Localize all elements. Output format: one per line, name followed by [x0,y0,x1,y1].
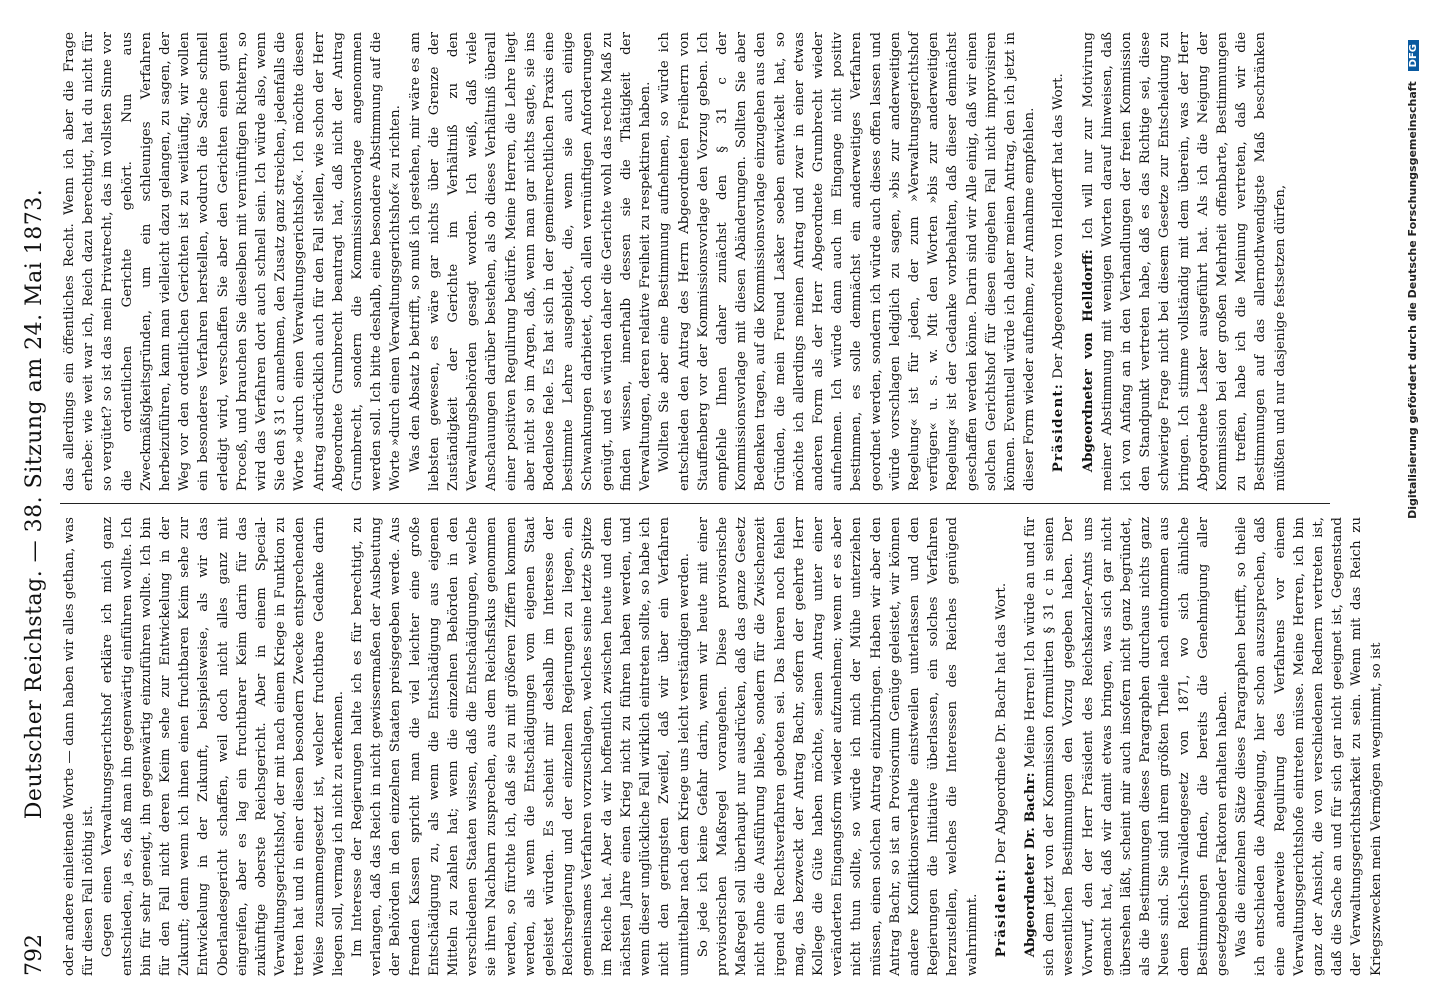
president-text: Der Abgeordnete von Helldorff hat das Wort. [1051,73,1067,379]
president-line [1049,32,1068,491]
speaker-label: Präsident: [1050,383,1067,473]
page-number: 792 [22,934,47,976]
speaker-label: Präsident: [992,868,1009,958]
text-columns [60,32,1384,976]
paragraph: Wollten Sie aber eine Bestimmung aufnehmen, so würde ich entschieden den Antrag des Herrn Abgeordneten Freiherrn von Stauffenberg vor der Kommissionsvorlage den Vorzug geben. Ich empfehle Ihnen daher zunächst den § 31 c der Kommissionsvorlage mit diesen Abänderungen. Sollten Sie aber Bedenken tragen, auf die Kommissionsvorlage einzugehen aus den Gründen, die mein Freund Lasker soeben entwickelt hat, so möchte ich allerdings meinen Antrag und zwar in einer etwas anderen Form als der Herr Abgeordnete Grumbrecht wieder aufnehmen. Ich würde dann auch im Eingange nicht positiv bestimmen, es solle demnächst ein anderweitiges Verfahren geordnet werden, sondern ich würde auch dieses offen lassen und würde vorschlagen lediglich zu sagen, »bis zur anderweitigen Regelung« ist für jeden, der zum »Verwaltungsgerichtshof verfügen« u. s. w. Mit den Worten »bis zur anderweitigen Regelung« ist der Gedanke vorbehalten, daß dieser demnächst geschaffen werden könne. Darin sind wir Alle einig, daß wir einen solchen Gerichtshof für diesen eingehen Fall nicht improvisiren können. Eventuell würde ich daher meinen Antrag, den ich jetzt in dieser Form wieder aufnehme, zur Annahme empfehlen. [657,32,1038,491]
speech-opening [1021,517,1232,976]
paragraph: Gegen einen Verwaltungsgerichtshof erkläre ich mich ganz entschieden, ja es, daß man ihn gegenwärtig einführen wollte. Ich bin für sehr geneigt, ihn gegenwärtig einzuführen wollte. Ich bin für den Fall nicht deren Keim sehe zur Entwickelung in der Zukunft; denn wenn ich ihnen einen fruchtbaren Keim sehe zur Entwickelung in der Zukunft, beispielsweise, als wir das Oberlandesgericht schaffen, weil doch nicht alles ganz mit eingreifen, aber es lag ein fruchtbarer Keim darin für das zukünftige oberste Reichsgericht. Aber in einem Special-Verwaltungsgerichtshof, der mit nach einem Kriege in Funktion zu treten hat und in einer diesen besondern Zwecke entsprechenden Weise zusammengesetzt ist, welcher fruchtbare Gedanke darin liegen soll, vermag ich nicht zu erkennen. [100,517,346,976]
paragraph: das allerdings ein öffentliches Recht. Wenn ich aber die Frage erhebe: wie weit war ich, Reich dazu berechtigt, hat du nicht für so vergütet? so ist das mein Privatrecht, das im vollsten Sinne vor die ordentlichen Gerichte gehört. Nun aus Zweckmäßigkeitsgründen, um ein schleuniges Verfahren herbeizuführen, kann man vielleicht dazu gelangen, zu sagen, der Weg vor den ordentlichen Gerichten ist zu weitläufig, wir wollen ein besonderes Verfahren herstellen, wodurch die Sache schnell erledigt wird, verschaffen Sie aber den Gerichten einen guten Proceß, und brauchen Sie dieselben mit vernünftigen Richtern, so wird das Verfahren dort auch schnell sein. Ich würde also, wenn Sie den § 31 c annehmen, den Zusatz ganz streichen, jedenfalls die Worte »durch einen Verwaltungsgerichtshof«. Ich möchte diesen Antrag ausdrücklich auch für den Fall stellen, wie schon der Herr Abgeordnete Grumbrecht beantragt hat, daß nicht der Antrag Grumbrecht, sondern die Kommissionsvorlage angenommen werden soll. Ich bitte deshalb, eine besondere Abstimmung auf die Worte »durch einen Verwaltungsgerichtshof« zu richten. [62,32,404,491]
speaker-label: Abgeordneter Dr. Bachr: [1021,772,1038,958]
column-divider [60,503,1330,504]
speech-text: Ich will nur zur Motivirung meiner Abstimmung mit wenigen Worten darauf hinweisen, daß ich von Anfang an in den Verhandlungen der freien Kommission den Standpunkt vertreten habe, daß es das Richtige sei, diese schwierige Frage nicht bei diesem Gesetze zur Entscheidung zu bringen. Ich stimme vollständig mit dem überein, was der Herr Abgeordnete Lasker ausgeführt hat. Als ich die Neigung der Kommission bei der großen Mehrheit offenbarte, Bestimmungen zu treffen, habe ich die Meinung vertreten, daß wir die Bestimmungen auf das allernothwendigste Maß beschränken müßten und nur dasjenige festsetzen dürfen, [1080,32,1288,491]
paragraph: Was die einzelnen Sätze dieses Paragraphen betrifft, so theile ich entschieden die Abneigung, hier schon auszusprechen, daß eine anderweite Regulirung des Verfahrens vor einem Verwaltungsgerichtshofe eintreten müsse. Meine Herren, ich bin ganz der Ansicht, die von verschiedenen Rednern vertreten ist, daß die Sache an und für sich gar nicht geeignet ist, Gegenstand der Verwaltungsgerichtsbarkeit zu sein. Wenn mit das Reich zu Kriegszwecken mein Vermögen wegnimmt, so ist [1234,517,1384,976]
paragraph: So jede ich keine Gefahr darin, wenn wir heute mit einer provisorischen Maßregel vorangehen. Diese provisorische Maßregel soll überhaupt nur ausdrücken, daß das ganze Gesetz nicht ohne die Ausführung bliebe, sondern für die Zwischenzeit irgend ein Rechtsverfahren geboten sei. Das hieren noch fehlen mag, das bezweckt der Antrag Bachr, sofern der geehrte Herr Kollege die Güte haben möchte, seinen Antrag unter einer veränderten Eingangsform wieder aufzunehmen; wenn er es aber nicht thun sollte, so würde ich mich der Mühe unterziehen müssen, einen solchen Antrag einzubringen. Haben wir aber den Antrag Bachr, so ist an Provisorium Genüge geleistet, wir können andere Konfliktionsverhalte einstweilen unterlassen und den Regierungen die Initiative überlassen, ein solches Verfahren herzustellen, welches die Interessen des Reiches genügend wahrnimmt. [695,517,980,976]
paragraph: oder andere einleitende Worte — dann haben wir alles gethan, was für diesen Fall nöthig ist. [62,517,97,976]
speech-opening [1079,32,1290,491]
watermark-text: Digitalisierung gefördert durch die Deutsche Forschungsgemeinschaft [1406,81,1419,519]
dfg-logo: DFG [1408,40,1419,71]
speaker-label: Abgeordneter von Helldorff: [1079,249,1096,473]
running-title: Deutscher Reichstag. — 38. Sitzung am 24. Mai 1873. [22,188,47,820]
document-page [4,8,1404,1000]
right-column [60,32,1330,491]
left-column [60,517,1384,976]
paragraph: Was den Absatz b betrifft, so muß ich gestehen, mir wäre es am liebsten gewesen, es wäre gar nichts über die Grenze der Zuständigkeit der Gerichte im Verhältniß zu den Verwaltungsbehörden gesagt worden. Ich weiß, daß viele Anschauungen darüber bestehen, als ob dieses Verhältniß überall einer positiven Regulirung bedürfe. Meine Herren, die Lehre liegt aber nicht so im Argen, daß, wenn man gar nichts sagte, sie ins Bodenlose fiele. Es hat sich in der gemeinrechtlichen Praxis eine bestimmte Lehre ausgebildet, die, wenn sie auch einige Schwankungen darbietet, doch allen vernünftigen Anforderungen genügt, und es würden daher die Gerichte wohl das rechte Maß zu finden wissen, innerhalb dessen sie die Thätigkeit der Verwaltungen, deren relative Freiheit zu respektiren haben. [407,32,654,491]
paragraph: Im Interesse der Regierungen halte ich es für berechtigt, zu verlangen, daß das Reich in nicht gewissermaßen der Ausbeutung der Behörden in den einzelnen Staaten preisgegeben werde. Aus fremden Kassen spricht man die viel leichter eine große Entschädigung zu, als wenn die Entschädigung aus eigenen Mitteln zu zahlen hat; wenn die einzelnen Behörden in den verschiedenen Staaten wissen, daß die Entschädigungen, welche sie ihren Nachbarn zusprechen, aus dem Reichsfiskus genommen werden, so fürchte ich, daß sie zu mit größeren Ziffern kommen werden, als wenn die Entschädigungen vom eigenen Staat geleistet würden. Es scheint mir deshalb im Interesse der Reichsregierung und der einzelnen Regierungen zu liegen, ein gemeinsames Verfahren vorzuschlagen, welches seine letzte Spitze im Reiche hat. Aber da wir hoffentlich zwischen heute und dem nächsten Jahre einen Krieg nicht zu führen haben werden, und wenn dieser unglückliche Fall wirklich eintreten sollte, so habe ich nicht den geringsten Zweifel, daß wir über ein Verfahren unmittelbar nach dem Kriege uns leicht verständigen werden. [350,517,692,976]
page-header [22,32,60,976]
speech-text: Meine Herren! Ich würde an und für sich dem jetzt von der Kommission formulirten § 31 c in seinen wesentlichen Bestimmungen den Vorzug gegeben haben. Der Vorwurf, den der Herr Präsident des Reichskanzler-Amts uns gemacht hat, daß wir damit etwas bringen, was sich gar nicht übersehen läßt, scheint mir auch insofern nicht ganz begründet, als die Bestimmungen dieses Paragraphen durchaus nichts ganz Neues sind. Sie sind ihrem größten Theile nach entnommen aus dem Reichs-Invalidengesetz von 1871, wo sich ähnliche Bestimmungen finden, die bereits die Genehmigung aller gesetzgebender Faktoren erhalten haben. [1022,517,1230,976]
president-line [992,517,1011,976]
president-text: Der Abgeordnete Dr. Bachr hat das Wort. [993,582,1009,864]
digitization-watermark [1406,40,1428,1000]
